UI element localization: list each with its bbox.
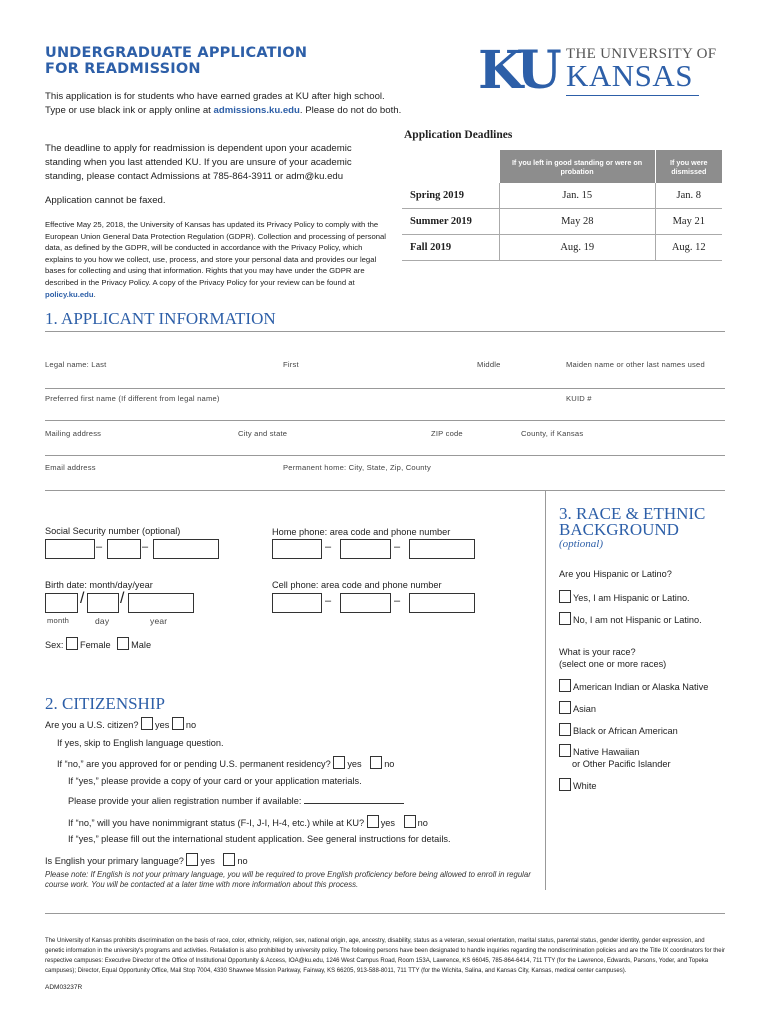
- county-label: County, if Kansas: [521, 429, 584, 438]
- divider: [45, 913, 725, 914]
- legal-last-label: Legal name: Last: [45, 360, 107, 369]
- home-phone-label: Home phone: area code and phone number: [272, 527, 451, 537]
- cell-phone-prefix[interactable]: [340, 593, 391, 613]
- english-yes-checkbox[interactable]: [186, 853, 198, 866]
- first-label: First: [283, 360, 299, 369]
- white-checkbox[interactable]: [559, 778, 571, 791]
- female-checkbox[interactable]: [66, 637, 78, 650]
- privacy-notice: Effective May 25, 2018, the University of Kansas has updated its Privacy Policy to comply with the European Union General Data Protection Regulation (GDPR). Collection and processing of personal data, as defined by the GDPR, will be conducted in accordance with the Privacy Policy, which explains to you how we collect, use, process, and store your personal data and provides our legal bases for collecting and using that information. Rights that you may have under the GDPR are described in the Privacy Policy. A copy of the Privacy Policy for your review can be found at policy.ku.edu.: [45, 220, 387, 299]
- dash: –: [142, 541, 149, 553]
- asian-checkbox[interactable]: [559, 701, 571, 714]
- zip-label: ZIP code: [431, 429, 463, 438]
- race-option-black: Black or African American: [559, 723, 678, 736]
- home-phone-prefix[interactable]: [340, 539, 391, 559]
- skip-note: If yes, skip to English language question.: [57, 738, 224, 748]
- mailing-address-field[interactable]: [45, 420, 725, 421]
- section2-heading: 2. CITIZENSHIP: [45, 694, 165, 713]
- birth-day-field[interactable]: [87, 593, 119, 613]
- english-question: Is English your primary language? yes no: [45, 853, 248, 866]
- dash: –: [325, 595, 332, 607]
- intl-note: If “yes,” please fill out the international student application. See general instructions for details.: [68, 834, 451, 844]
- hispanic-yes-option: Yes, I am Hispanic or Latino.: [559, 590, 690, 603]
- black-checkbox[interactable]: [559, 723, 571, 736]
- admissions-link[interactable]: admissions.ku.edu: [213, 105, 300, 116]
- sex-row: Sex: Female Male: [45, 637, 151, 650]
- alien-number-field[interactable]: [304, 803, 404, 804]
- intro-text: This application is for students who have earned grades at KU after high school. Type or use black ink or apply online at admissions.ku.edu. Please do not do both.: [45, 91, 402, 116]
- ssn-field-1[interactable]: [45, 539, 95, 559]
- hawaiian-checkbox[interactable]: [559, 744, 571, 757]
- section1-heading: 1. APPLICANT INFORMATION: [45, 309, 276, 328]
- nonimm-yes-checkbox[interactable]: [367, 815, 379, 828]
- page-title: UNDERGRADUATE APPLICATION FOR READMISSION: [45, 45, 308, 77]
- nonimmigrant-question: If “no,” will you have nonimmigrant status (F-I, J-I, H-4, etc.) while at KU? yes no: [68, 815, 428, 828]
- ssn-field-2[interactable]: [107, 539, 141, 559]
- city-state-label: City and state: [238, 429, 288, 438]
- dash: –: [394, 595, 401, 607]
- deadline-text: The deadline to apply for readmission is dependent upon your academic standing when you last attended KU. If you are unsure of your academic standing, please contact Admissions at 785-864-3911 or adm@ku.edu: [45, 143, 352, 182]
- hispanic-yes-checkbox[interactable]: [559, 590, 571, 603]
- col-dismissed: If you were dismissed: [655, 150, 722, 183]
- permanent-home-label: Permanent home: City, State, Zip, County: [283, 463, 431, 472]
- perm-copy-note: If “yes,” please provide a copy of your card or your application materials.: [68, 776, 362, 786]
- dash: –: [96, 541, 103, 553]
- hispanic-no-checkbox[interactable]: [559, 612, 571, 625]
- col-good-standing: If you left in good standing or were on probation: [500, 150, 656, 183]
- english-note: Please note: If English is not your primary language, you will be required to prove English proficiency before being allowed to enroll in regular course work. You will be contacted at a later time with more information about this process.: [45, 870, 531, 889]
- race-question: What is your race? (select one or more races): [559, 647, 667, 669]
- form-code: ADM03237R: [45, 984, 83, 991]
- race-option-asian: Asian: [559, 701, 596, 714]
- race-option-white: White: [559, 778, 597, 791]
- day-label: day: [95, 616, 110, 626]
- kuid-label: KUID #: [566, 394, 592, 403]
- fax-notice: Application cannot be faxed.: [45, 195, 166, 206]
- race-option-american-indian: American Indian or Alaska Native: [559, 679, 708, 692]
- optional-label: (optional): [559, 538, 603, 550]
- perm-no-checkbox[interactable]: [370, 756, 382, 769]
- citizen-yes-checkbox[interactable]: [141, 717, 153, 730]
- preferred-label: Preferred first name (If different from legal name): [45, 394, 220, 403]
- ku-logo-letters: KU: [478, 40, 557, 101]
- dash: –: [394, 541, 401, 553]
- logo-line2: KANSAS: [566, 58, 694, 93]
- year-label: year: [150, 616, 168, 626]
- ssn-field-3[interactable]: [153, 539, 219, 559]
- divider: [45, 490, 725, 491]
- policy-link[interactable]: policy.ku.edu: [45, 289, 94, 299]
- deadlines-table: [402, 150, 722, 261]
- table-row: Summer 2019 May 28 May 21: [402, 209, 722, 235]
- slash: /: [120, 590, 125, 607]
- birth-month-field[interactable]: [45, 593, 78, 613]
- alien-registration: Please provide your alien registration number if available:: [68, 796, 404, 806]
- birth-year-field[interactable]: [128, 593, 194, 613]
- hispanic-question: Are you Hispanic or Latino?: [559, 569, 672, 579]
- english-no-checkbox[interactable]: [223, 853, 235, 866]
- citizen-no-checkbox[interactable]: [172, 717, 184, 730]
- cell-phone-line[interactable]: [409, 593, 475, 613]
- divider: [45, 331, 725, 332]
- home-phone-line[interactable]: [409, 539, 475, 559]
- logo-rule: [566, 95, 699, 96]
- logo-line1: THE UNIVERSITY OF: [566, 46, 717, 62]
- table-row: Spring 2019 Jan. 15 Jan. 8: [402, 183, 722, 209]
- preferred-name-field[interactable]: [45, 388, 725, 389]
- slash: /: [80, 590, 85, 607]
- ssn-label: Social Security number (optional): [45, 526, 181, 536]
- nonimm-no-checkbox[interactable]: [404, 815, 416, 828]
- maiden-label: Maiden name or other last names used: [566, 360, 705, 369]
- race-option-hawaiian: Native Hawaiian or Other Pacific Islander: [559, 744, 671, 770]
- birth-date-label: Birth date: month/day/year: [45, 580, 153, 590]
- mailing-label: Mailing address: [45, 429, 102, 438]
- column-divider: [545, 490, 546, 890]
- dash: –: [325, 541, 332, 553]
- nondiscrimination-footer: The University of Kansas prohibits discrimination on the basis of race, color, ethnicity, religion, sex, national origin, age, ancestry, disability, status as a veteran, sexual orientation, marital status, parental status, gender identity, gender expression, and genetic information in the university's programs and activities. Retaliation is also prohibited by university policy. The following persons have been designated to handle inquiries regarding the nondiscrimination policies and are the Title IX coordinators for their respective campuses: Executive Director of the Office of Institutional Opportunity & Access, IOA@ku.edu, 1246 West Campus Road, Room 153A, Lawrence, KS 66045, 785-864-6414, 711 TTY (for the Lawrence, Edwards, Parsons, Yoder, and Topeka campuses); Director, Equal Opportunity Office, Mail Stop 7004, 4330 Shawnee Mission Parkway, Fairway, KS 66205, 913-588-8011, 711 TTY (for the Wichita, Salina, and Kansas City, Kansas, medical center campuses).: [45, 938, 725, 974]
- cell-phone-label: Cell phone: area code and phone number: [272, 580, 442, 590]
- email-field[interactable]: [45, 455, 725, 456]
- cell-phone-area[interactable]: [272, 593, 322, 613]
- month-label: month: [47, 616, 70, 625]
- section3-heading: 3. RACE & ETHNIC BACKGROUND: [559, 504, 706, 539]
- table-row: Fall 2019 Aug. 19 Aug. 12: [402, 235, 722, 261]
- american-indian-checkbox[interactable]: [559, 679, 571, 692]
- perm-yes-checkbox[interactable]: [333, 756, 345, 769]
- citizen-question: Are you a U.S. citizen? yes no: [45, 717, 196, 730]
- email-label: Email address: [45, 463, 96, 472]
- male-checkbox[interactable]: [117, 637, 129, 650]
- middle-label: Middle: [477, 360, 501, 369]
- perm-residency-question: If “no,” are you approved for or pending U.S. permanent residency? yes no: [57, 756, 394, 769]
- hispanic-no-option: No, I am not Hispanic or Latino.: [559, 612, 702, 625]
- deadlines-title: Application Deadlines: [404, 129, 513, 141]
- home-phone-area[interactable]: [272, 539, 322, 559]
